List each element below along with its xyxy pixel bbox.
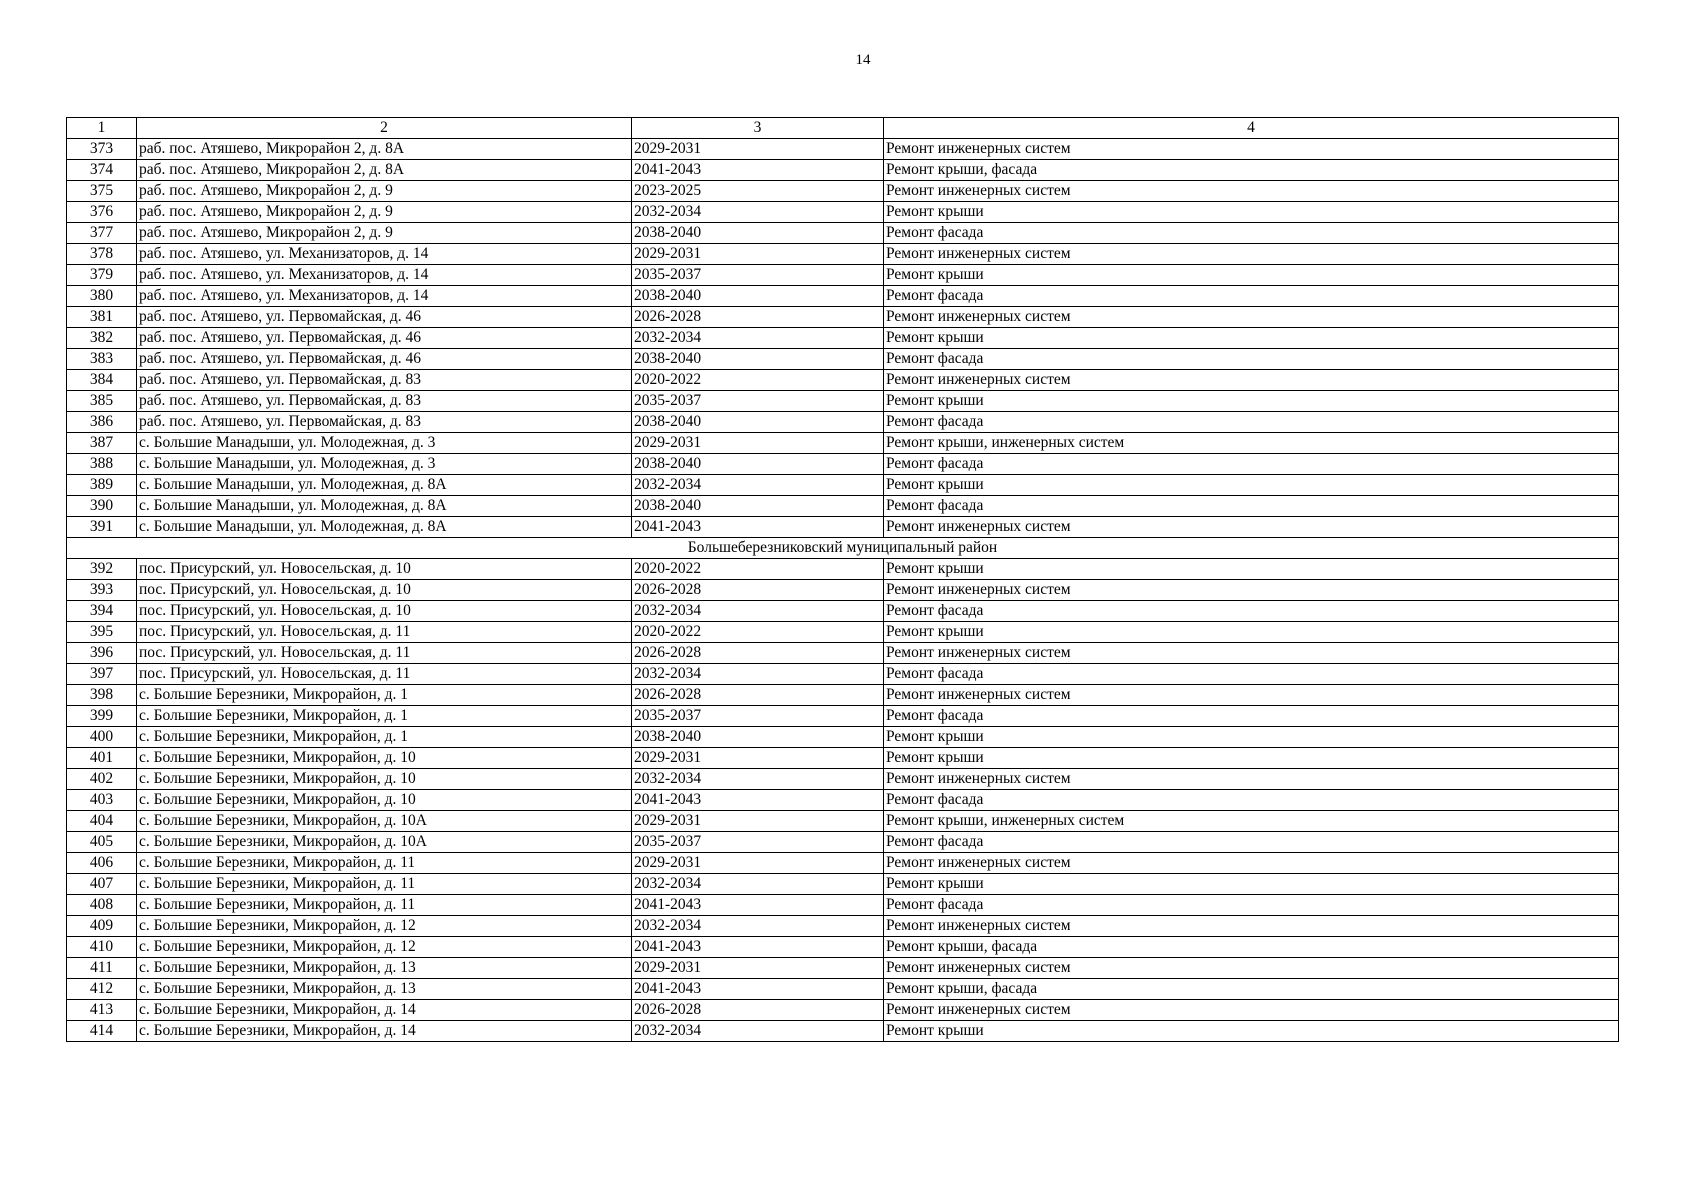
row-number-cell: 374	[67, 160, 137, 181]
row-number-cell: 400	[67, 727, 137, 748]
work-type-cell: Ремонт крыши	[884, 328, 1619, 349]
work-type-cell: Ремонт фасада	[884, 412, 1619, 433]
work-type-cell: Ремонт фасада	[884, 895, 1619, 916]
row-number-cell: 398	[67, 685, 137, 706]
table-row	[67, 181, 1619, 202]
table-row	[67, 853, 1619, 874]
address-cell: раб. пос. Атяшево, Микрорайон 2, д. 8А	[137, 160, 632, 181]
period-cell: 2032-2034	[632, 202, 884, 223]
work-type-cell: Ремонт крыши, фасада	[884, 937, 1619, 958]
row-number-cell: 393	[67, 580, 137, 601]
address-cell: раб. пос. Атяшево, Микрорайон 2, д. 8А	[137, 139, 632, 160]
row-number-cell: 391	[67, 517, 137, 538]
table-row	[67, 622, 1619, 643]
row-number-cell: 403	[67, 790, 137, 811]
work-type-cell: Ремонт фасада	[884, 286, 1619, 307]
table-row	[67, 328, 1619, 349]
work-type-cell: Ремонт крыши, инженерных систем	[884, 433, 1619, 454]
period-cell: 2029-2031	[632, 433, 884, 454]
work-type-cell: Ремонт крыши	[884, 748, 1619, 769]
period-cell: 2041-2043	[632, 790, 884, 811]
work-type-cell: Ремонт инженерных систем	[884, 181, 1619, 202]
work-type-cell: Ремонт инженерных систем	[884, 307, 1619, 328]
row-number-cell: 413	[67, 1000, 137, 1021]
table-row	[67, 223, 1619, 244]
address-cell: с. Большие Березники, Микрорайон, д. 10	[137, 769, 632, 790]
address-cell: с. Большие Березники, Микрорайон, д. 12	[137, 937, 632, 958]
row-number-cell: 382	[67, 328, 137, 349]
address-cell: пос. Присурский, ул. Новосельская, д. 11	[137, 643, 632, 664]
table-row	[67, 244, 1619, 265]
period-cell: 2026-2028	[632, 685, 884, 706]
period-cell: 2029-2031	[632, 811, 884, 832]
row-number-cell: 401	[67, 748, 137, 769]
row-number-cell: 399	[67, 706, 137, 727]
address-cell: с. Большие Березники, Микрорайон, д. 14	[137, 1000, 632, 1021]
period-cell: 2041-2043	[632, 937, 884, 958]
work-type-cell: Ремонт крыши	[884, 1021, 1619, 1042]
table-body-section-b	[67, 559, 1619, 1042]
address-cell: раб. пос. Атяшево, Микрорайон 2, д. 9	[137, 202, 632, 223]
work-type-cell: Ремонт инженерных систем	[884, 916, 1619, 937]
period-cell: 2041-2043	[632, 160, 884, 181]
page-number: 14	[855, 52, 871, 68]
column-header-4: 4	[884, 118, 1619, 139]
table-row	[67, 895, 1619, 916]
table-row	[67, 685, 1619, 706]
period-cell: 2038-2040	[632, 412, 884, 433]
table-row	[67, 349, 1619, 370]
period-cell: 2026-2028	[632, 580, 884, 601]
work-type-cell: Ремонт крыши	[884, 874, 1619, 895]
period-cell: 2038-2040	[632, 286, 884, 307]
period-cell: 2035-2037	[632, 391, 884, 412]
work-type-cell: Ремонт крыши	[884, 265, 1619, 286]
address-cell: раб. пос. Атяшево, Микрорайон 2, д. 9	[137, 223, 632, 244]
row-number-cell: 373	[67, 139, 137, 160]
row-number-cell: 375	[67, 181, 137, 202]
section-row	[67, 538, 1619, 559]
address-cell: раб. пос. Атяшево, ул. Механизаторов, д. 14	[137, 265, 632, 286]
period-cell: 2032-2034	[632, 601, 884, 622]
period-cell: 2035-2037	[632, 832, 884, 853]
work-type-cell: Ремонт крыши	[884, 391, 1619, 412]
address-cell: раб. пос. Атяшево, ул. Первомайская, д. 83	[137, 370, 632, 391]
address-cell: раб. пос. Атяшево, ул. Механизаторов, д. 14	[137, 286, 632, 307]
row-number-cell: 384	[67, 370, 137, 391]
address-cell: с. Большие Березники, Микрорайон, д. 1	[137, 685, 632, 706]
row-number-cell: 395	[67, 622, 137, 643]
address-cell: с. Большие Березники, Микрорайон, д. 14	[137, 1021, 632, 1042]
address-cell: с. Большие Березники, Микрорайон, д. 1	[137, 727, 632, 748]
table-row	[67, 580, 1619, 601]
work-type-cell: Ремонт инженерных систем	[884, 769, 1619, 790]
work-type-cell: Ремонт фасада	[884, 706, 1619, 727]
address-cell: пос. Присурский, ул. Новосельская, д. 10	[137, 580, 632, 601]
address-cell: с. Большие Манадыши, ул. Молодежная, д. 3	[137, 454, 632, 475]
period-cell: 2032-2034	[632, 475, 884, 496]
work-type-cell: Ремонт инженерных систем	[884, 370, 1619, 391]
work-type-cell: Ремонт крыши	[884, 559, 1619, 580]
address-cell: с. Большие Березники, Микрорайон, д. 11	[137, 895, 632, 916]
row-number-cell: 386	[67, 412, 137, 433]
table-row	[67, 832, 1619, 853]
table-row	[67, 454, 1619, 475]
table-row	[67, 160, 1619, 181]
row-number-cell: 410	[67, 937, 137, 958]
row-number-cell: 409	[67, 916, 137, 937]
period-cell: 2038-2040	[632, 496, 884, 517]
work-type-cell: Ремонт фасада	[884, 832, 1619, 853]
address-cell: с. Большие Березники, Микрорайон, д. 12	[137, 916, 632, 937]
table-row	[67, 601, 1619, 622]
period-cell: 2041-2043	[632, 979, 884, 1000]
table-row	[67, 391, 1619, 412]
period-cell: 2032-2034	[632, 874, 884, 895]
address-cell: с. Большие Березники, Микрорайон, д. 10	[137, 748, 632, 769]
table-row	[67, 664, 1619, 685]
table-row	[67, 412, 1619, 433]
table-row	[67, 979, 1619, 1000]
row-number-cell: 405	[67, 832, 137, 853]
address-cell: пос. Присурский, ул. Новосельская, д. 10	[137, 601, 632, 622]
row-number-cell: 411	[67, 958, 137, 979]
address-cell: раб. пос. Атяшево, ул. Механизаторов, д. 14	[137, 244, 632, 265]
period-cell: 2041-2043	[632, 517, 884, 538]
table-row	[67, 958, 1619, 979]
address-cell: раб. пос. Атяшево, Микрорайон 2, д. 9	[137, 181, 632, 202]
row-number-cell: 383	[67, 349, 137, 370]
address-cell: раб. пос. Атяшево, ул. Первомайская, д. 83	[137, 412, 632, 433]
work-type-cell: Ремонт фасада	[884, 790, 1619, 811]
work-type-cell: Ремонт фасада	[884, 223, 1619, 244]
period-cell: 2032-2034	[632, 769, 884, 790]
row-number-cell: 377	[67, 223, 137, 244]
address-cell: с. Большие Березники, Микрорайон, д. 10	[137, 790, 632, 811]
table-body-section-a	[67, 139, 1619, 538]
table-row	[67, 433, 1619, 454]
address-cell: с. Большие Березники, Микрорайон, д. 13	[137, 979, 632, 1000]
work-type-cell: Ремонт инженерных систем	[884, 958, 1619, 979]
period-cell: 2038-2040	[632, 727, 884, 748]
table-row	[67, 916, 1619, 937]
work-type-cell: Ремонт крыши	[884, 475, 1619, 496]
work-type-cell: Ремонт фасада	[884, 454, 1619, 475]
address-cell: с. Большие Березники, Микрорайон, д. 11	[137, 874, 632, 895]
address-cell: раб. пос. Атяшево, ул. Первомайская, д. 83	[137, 391, 632, 412]
address-cell: с. Большие Березники, Микрорайон, д. 13	[137, 958, 632, 979]
period-cell: 2026-2028	[632, 1000, 884, 1021]
address-cell: с. Большие Манадыши, ул. Молодежная, д. 8А	[137, 475, 632, 496]
address-cell: раб. пос. Атяшево, ул. Первомайская, д. 46	[137, 307, 632, 328]
table-row	[67, 1000, 1619, 1021]
row-number-cell: 380	[67, 286, 137, 307]
period-cell: 2035-2037	[632, 706, 884, 727]
row-number-cell: 389	[67, 475, 137, 496]
column-header-1: 1	[67, 118, 137, 139]
table-row	[67, 727, 1619, 748]
period-cell: 2038-2040	[632, 454, 884, 475]
row-number-cell: 412	[67, 979, 137, 1000]
row-number-cell: 394	[67, 601, 137, 622]
period-cell: 2020-2022	[632, 370, 884, 391]
table-row	[67, 475, 1619, 496]
period-cell: 2020-2022	[632, 559, 884, 580]
work-type-cell: Ремонт фасада	[884, 496, 1619, 517]
table-row	[67, 643, 1619, 664]
table-row	[67, 265, 1619, 286]
work-type-cell: Ремонт крыши	[884, 202, 1619, 223]
row-number-cell: 397	[67, 664, 137, 685]
row-number-cell: 385	[67, 391, 137, 412]
column-header-2: 2	[137, 118, 632, 139]
row-number-cell: 388	[67, 454, 137, 475]
address-cell: с. Большие Манадыши, ул. Молодежная, д. 8А	[137, 517, 632, 538]
period-cell: 2020-2022	[632, 622, 884, 643]
period-cell: 2041-2043	[632, 895, 884, 916]
row-number-cell: 406	[67, 853, 137, 874]
period-cell: 2032-2034	[632, 916, 884, 937]
column-number-row	[67, 118, 1619, 139]
table-row	[67, 496, 1619, 517]
address-cell: пос. Присурский, ул. Новосельская, д. 10	[137, 559, 632, 580]
row-number-cell: 407	[67, 874, 137, 895]
address-cell: с. Большие Березники, Микрорайон, д. 1	[137, 706, 632, 727]
work-type-cell: Ремонт фасада	[884, 664, 1619, 685]
period-cell: 2032-2034	[632, 664, 884, 685]
column-header-3: 3	[632, 118, 884, 139]
address-cell: с. Большие Манадыши, ул. Молодежная, д. 3	[137, 433, 632, 454]
period-cell: 2023-2025	[632, 181, 884, 202]
work-type-cell: Ремонт инженерных систем	[884, 244, 1619, 265]
period-cell: 2026-2028	[632, 643, 884, 664]
period-cell: 2029-2031	[632, 748, 884, 769]
table-row	[67, 811, 1619, 832]
period-cell: 2029-2031	[632, 853, 884, 874]
address-cell: с. Большие Березники, Микрорайон, д. 10А	[137, 832, 632, 853]
row-number-cell: 381	[67, 307, 137, 328]
work-type-cell: Ремонт фасада	[884, 349, 1619, 370]
work-type-cell: Ремонт инженерных систем	[884, 853, 1619, 874]
table-row	[67, 1021, 1619, 1042]
row-number-cell: 387	[67, 433, 137, 454]
work-type-cell: Ремонт крыши, инженерных систем	[884, 811, 1619, 832]
table-row	[67, 937, 1619, 958]
work-type-cell: Ремонт инженерных систем	[884, 580, 1619, 601]
row-number-cell: 379	[67, 265, 137, 286]
address-cell: с. Большие Березники, Микрорайон, д. 10А	[137, 811, 632, 832]
period-cell: 2029-2031	[632, 958, 884, 979]
table-row	[67, 874, 1619, 895]
work-type-cell: Ремонт крыши, фасада	[884, 160, 1619, 181]
period-cell: 2035-2037	[632, 265, 884, 286]
work-type-cell: Ремонт инженерных систем	[884, 1000, 1619, 1021]
row-number-cell: 408	[67, 895, 137, 916]
work-type-cell: Ремонт крыши	[884, 727, 1619, 748]
row-number-cell: 378	[67, 244, 137, 265]
row-number-cell: 376	[67, 202, 137, 223]
work-type-cell: Ремонт инженерных систем	[884, 517, 1619, 538]
address-cell: с. Большие Манадыши, ул. Молодежная, д. 8А	[137, 496, 632, 517]
table-row	[67, 139, 1619, 160]
table-section-header	[67, 538, 1619, 559]
address-cell: раб. пос. Атяшево, ул. Первомайская, д. 46	[137, 349, 632, 370]
work-type-cell: Ремонт инженерных систем	[884, 643, 1619, 664]
period-cell: 2029-2031	[632, 139, 884, 160]
table-row	[67, 748, 1619, 769]
period-cell: 2032-2034	[632, 1021, 884, 1042]
row-number-cell: 390	[67, 496, 137, 517]
row-number-cell: 396	[67, 643, 137, 664]
period-cell: 2029-2031	[632, 244, 884, 265]
row-number-cell: 404	[67, 811, 137, 832]
period-cell: 2032-2034	[632, 328, 884, 349]
work-type-cell: Ремонт инженерных систем	[884, 685, 1619, 706]
work-type-cell: Ремонт крыши, фасада	[884, 979, 1619, 1000]
period-cell: 2026-2028	[632, 307, 884, 328]
row-number-cell: 402	[67, 769, 137, 790]
work-type-cell: Ремонт крыши	[884, 622, 1619, 643]
work-type-cell: Ремонт инженерных систем	[884, 139, 1619, 160]
table-row	[67, 370, 1619, 391]
period-cell: 2038-2040	[632, 349, 884, 370]
repair-schedule-table	[66, 117, 1619, 1042]
address-cell: пос. Присурский, ул. Новосельская, д. 11	[137, 622, 632, 643]
address-cell: с. Большие Березники, Микрорайон, д. 11	[137, 853, 632, 874]
table-row	[67, 307, 1619, 328]
table-row	[67, 517, 1619, 538]
table-row	[67, 286, 1619, 307]
address-cell: раб. пос. Атяшево, ул. Первомайская, д. 46	[137, 328, 632, 349]
address-cell: пос. Присурский, ул. Новосельская, д. 11	[137, 664, 632, 685]
table-row	[67, 559, 1619, 580]
section-title: Большеберезниковский муниципальный район	[67, 538, 1619, 559]
table-row	[67, 202, 1619, 223]
table-row	[67, 790, 1619, 811]
table-row	[67, 706, 1619, 727]
table-row	[67, 769, 1619, 790]
period-cell: 2038-2040	[632, 223, 884, 244]
row-number-cell: 392	[67, 559, 137, 580]
row-number-cell: 414	[67, 1021, 137, 1042]
work-type-cell: Ремонт фасада	[884, 601, 1619, 622]
